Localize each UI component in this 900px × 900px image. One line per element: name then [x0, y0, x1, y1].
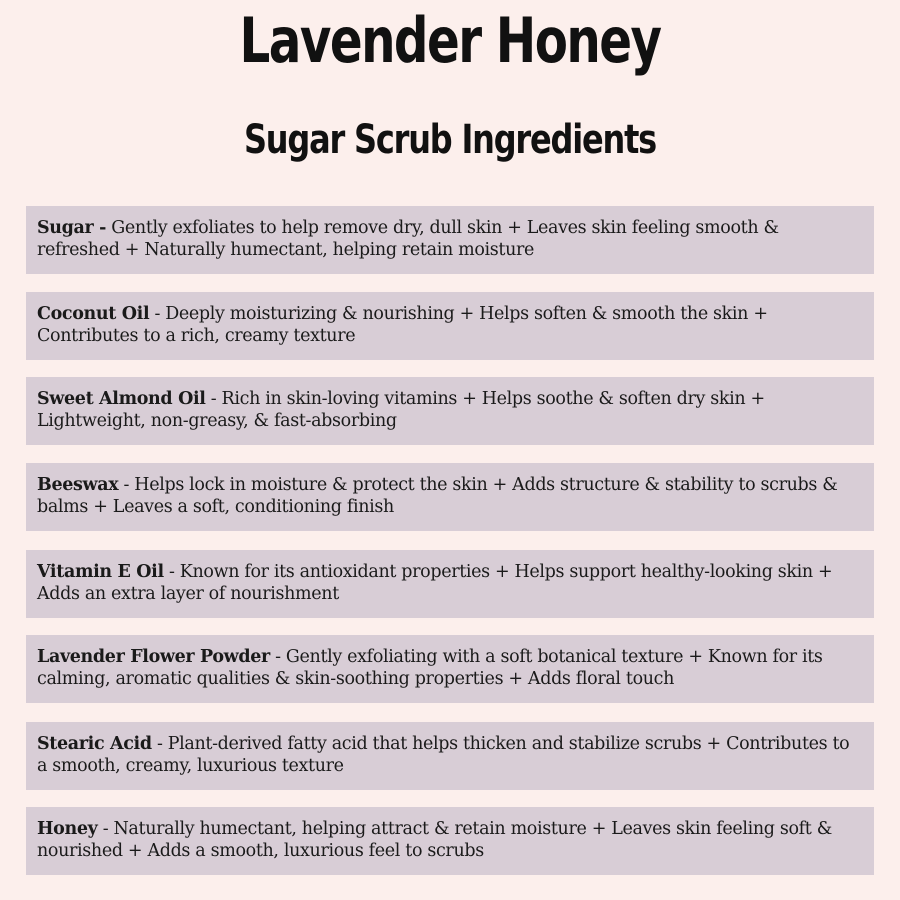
page-title: Lavender Honey — [239, 4, 661, 77]
ingredient-text — [37, 474, 862, 518]
ingredient-card-vitamin-e-oil — [26, 550, 874, 618]
ingredient-card-lavender-flower-powder — [26, 635, 874, 703]
ingredient-description: - Rich in skin-loving vitamins + Helps soothe & soften dry skin + Lightweight, non-greasy, & fast-absorbing — [37, 389, 765, 431]
ingredient-text — [37, 818, 862, 862]
ingredient-text — [37, 303, 862, 347]
ingredient-text — [37, 561, 862, 605]
ingredient-text — [37, 217, 862, 261]
ingredient-card-sweet-almond-oil — [26, 377, 874, 445]
ingredient-name: Sugar - — [37, 218, 107, 238]
ingredient-description: - Helps lock in moisture & protect the skin + Adds structure & stability to scrubs & balms + Leaves a soft, conditioning finish — [37, 475, 838, 517]
ingredient-description: - Known for its antioxidant properties + Helps support healthy-looking skin + Adds an extra layer of nourishment — [37, 562, 833, 604]
ingredient-name: Lavender Flower Powder — [37, 647, 270, 667]
ingredient-text — [37, 733, 862, 777]
ingredient-card-coconut-oil — [26, 292, 874, 360]
ingredient-text — [37, 388, 862, 432]
ingredient-card-honey — [26, 807, 874, 875]
ingredient-name: Coconut Oil — [37, 304, 150, 324]
ingredient-card-beeswax — [26, 463, 874, 531]
ingredient-card-sugar — [26, 206, 874, 274]
page-subtitle: Sugar Scrub Ingredients — [243, 117, 657, 163]
ingredient-name: Vitamin E Oil — [37, 562, 164, 582]
ingredient-description: - Deeply moisturizing & nourishing + Helps soften & smooth the skin + Contributes to a rich, creamy texture — [37, 304, 768, 346]
ingredient-description: Gently exfoliates to help remove dry, dull skin + Leaves skin feeling smooth & refreshed + Naturally humectant, helping retain moisture — [37, 218, 779, 260]
ingredient-name: Sweet Almond Oil — [37, 389, 206, 409]
ingredient-card-stearic-acid — [26, 722, 874, 790]
ingredient-name: Beeswax — [37, 475, 119, 495]
ingredient-text — [37, 646, 862, 690]
ingredient-description: - Plant-derived fatty acid that helps thicken and stabilize scrubs + Contributes to a smooth, creamy, luxurious texture — [37, 734, 850, 776]
ingredient-name: Honey — [37, 819, 98, 839]
ingredient-description: - Gently exfoliating with a soft botanical texture + Known for its calming, aromatic qualities & skin-soothing properties + Adds floral touch — [37, 647, 823, 689]
ingredient-description: - Naturally humectant, helping attract & retain moisture + Leaves skin feeling soft & nourished + Adds a smooth, luxurious feel to scrubs — [37, 819, 832, 861]
ingredient-name: Stearic Acid — [37, 734, 152, 754]
